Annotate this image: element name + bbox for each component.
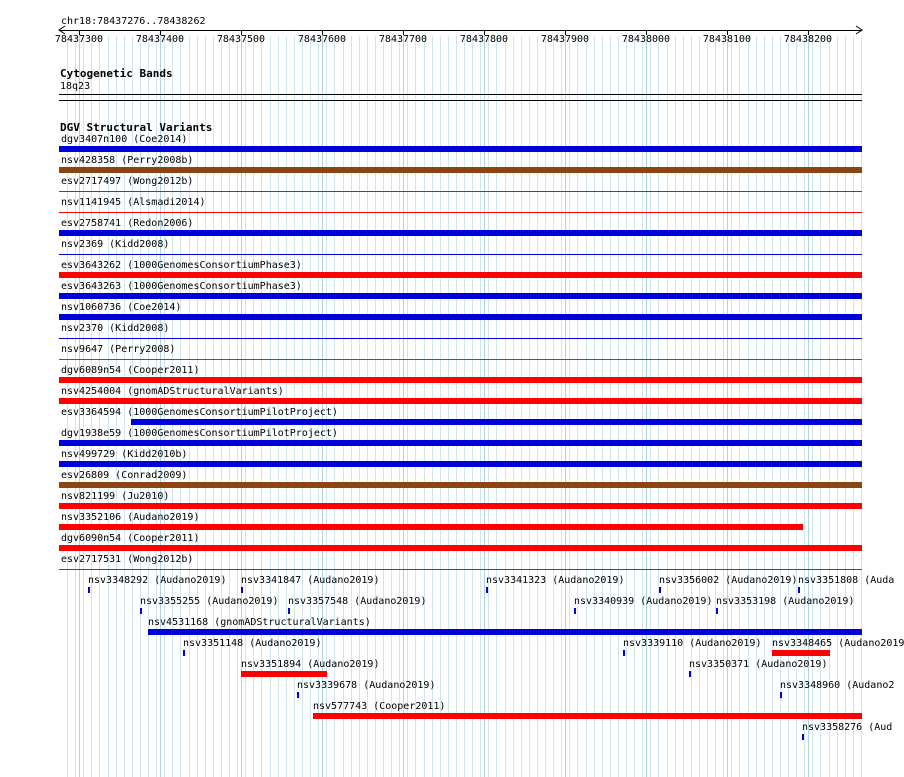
variant-bar[interactable] — [59, 569, 862, 570]
variant-label[interactable]: nsv499729 (Kidd2010b) — [61, 449, 188, 460]
feature-label[interactable]: nsv3340939 (Audano2019) — [574, 596, 713, 607]
variant-bar[interactable] — [59, 503, 862, 509]
feature-bar[interactable] — [716, 608, 718, 614]
variant-bar[interactable] — [59, 524, 803, 530]
variant-label[interactable]: esv3364594 (1000GenomesConsortiumPilotProject) — [61, 407, 338, 418]
ruler-tick-label: 78437600 — [297, 34, 347, 45]
variant-label[interactable]: dgv6090n54 (Cooper2011) — [61, 533, 200, 544]
feature-bar[interactable] — [313, 713, 862, 719]
ruler-tick-label: 78437400 — [135, 34, 185, 45]
variant-bar[interactable] — [59, 482, 862, 488]
ruler-tick-label: 78438100 — [702, 34, 752, 45]
feature-bar[interactable] — [623, 650, 625, 656]
feature-label[interactable]: nsv3358276 (Aud — [802, 722, 893, 733]
ruler-tick-label: 78437300 — [54, 34, 104, 45]
feature-bar[interactable] — [297, 692, 299, 698]
variant-label[interactable]: dgv3407n100 (Coe2014) — [61, 134, 188, 145]
feature-label[interactable]: nsv577743 (Cooper2011) — [313, 701, 446, 712]
variant-bar[interactable] — [59, 440, 862, 446]
feature-label[interactable]: nsv3351894 (Audano2019) — [241, 659, 380, 670]
variant-bar[interactable] — [59, 167, 862, 173]
feature-bar[interactable] — [486, 587, 488, 593]
variant-label[interactable]: nsv821199 (Ju2010) — [61, 491, 170, 502]
feature-bar[interactable] — [241, 671, 327, 677]
feature-bar[interactable] — [183, 650, 185, 656]
variant-label[interactable]: dgv1938e59 (1000GenomesConsortiumPilotProject) — [61, 428, 338, 439]
feature-label[interactable]: nsv3351148 (Audano2019) — [183, 638, 322, 649]
feature-label[interactable]: nsv3341323 (Audano2019) — [486, 575, 625, 586]
feature-bar[interactable] — [772, 650, 830, 656]
variant-label[interactable]: esv2717497 (Wong2012b) — [61, 176, 194, 187]
variant-bar[interactable] — [59, 212, 862, 213]
variant-label[interactable]: nsv2370 (Kidd2008) — [61, 323, 170, 334]
feature-label[interactable]: nsv3357548 (Audano2019) — [288, 596, 427, 607]
feature-bar[interactable] — [140, 608, 142, 614]
variant-bar[interactable] — [131, 419, 862, 425]
variant-bar[interactable] — [59, 545, 862, 551]
variant-bar[interactable] — [59, 359, 862, 360]
location-label: chr18:78437276..78438262 — [61, 16, 206, 27]
feature-bar[interactable] — [780, 692, 782, 698]
variant-label[interactable]: nsv3352106 (Audano2019) — [61, 512, 200, 523]
variant-label[interactable]: esv3643263 (1000GenomesConsortiumPhase3) — [61, 281, 302, 292]
feature-label[interactable]: nsv3348960 (Audano2 — [780, 680, 895, 691]
variant-bar[interactable] — [59, 398, 862, 404]
feature-label[interactable]: nsv4531168 (gnomADStructuralVariants) — [148, 617, 371, 628]
feature-label[interactable]: nsv3353198 (Audano2019) — [716, 596, 855, 607]
cytoband-title: Cytogenetic Bands — [60, 67, 173, 80]
variant-bar[interactable] — [59, 254, 862, 255]
ruler-tick-label: 78437800 — [459, 34, 509, 45]
cytoband-label: 18q23 — [60, 81, 91, 92]
variant-label[interactable]: esv26809 (Conrad2009) — [61, 470, 188, 481]
feature-bar[interactable] — [288, 608, 290, 614]
feature-label[interactable]: nsv3341847 (Audano2019) — [241, 575, 380, 586]
track-divider — [59, 100, 862, 101]
feature-label[interactable]: nsv3355255 (Audano2019) — [140, 596, 279, 607]
variant-bar[interactable] — [59, 230, 862, 236]
variant-label[interactable]: nsv1141945 (Alsmadi2014) — [61, 197, 206, 208]
variant-label[interactable]: esv3643262 (1000GenomesConsortiumPhase3) — [61, 260, 302, 271]
feature-label[interactable]: nsv3339110 (Audano2019) — [623, 638, 762, 649]
feature-label[interactable]: nsv3351808 (Auda — [798, 575, 895, 586]
variant-bar[interactable] — [59, 146, 862, 152]
variant-label[interactable]: nsv2369 (Kidd2008) — [61, 239, 170, 250]
variant-label[interactable]: esv2758741 (Redon2006) — [61, 218, 194, 229]
feature-bar[interactable] — [574, 608, 576, 614]
dgv-title: DGV Structural Variants — [60, 121, 213, 134]
variant-label[interactable]: nsv1060736 (Coe2014) — [61, 302, 182, 313]
feature-bar[interactable] — [802, 734, 804, 740]
variant-bar[interactable] — [59, 338, 862, 339]
feature-bar[interactable] — [148, 629, 862, 635]
variant-label[interactable]: esv2717531 (Wong2012b) — [61, 554, 194, 565]
variant-bar[interactable] — [59, 293, 862, 299]
variant-label[interactable]: nsv428358 (Perry2008b) — [61, 155, 194, 166]
variant-label[interactable]: nsv9647 (Perry2008) — [61, 344, 176, 355]
feature-label[interactable]: nsv3339678 (Audano2019) — [297, 680, 436, 691]
cytoband-bar[interactable] — [59, 94, 862, 95]
feature-label[interactable]: nsv3348292 (Audano2019) — [88, 575, 227, 586]
feature-label[interactable]: nsv3350371 (Audano2019) — [689, 659, 828, 670]
feature-label[interactable]: nsv3356002 (Audano2019) — [659, 575, 798, 586]
ruler-tick-label: 78438000 — [621, 34, 671, 45]
variant-bar[interactable] — [59, 377, 862, 383]
ruler-tick-label: 78438200 — [783, 34, 833, 45]
feature-bar[interactable] — [241, 587, 243, 593]
variant-bar[interactable] — [59, 314, 862, 320]
ruler-tick-label: 78437700 — [378, 34, 428, 45]
feature-label[interactable]: nsv3348465 (Audano2019 — [772, 638, 904, 649]
variant-bar[interactable] — [59, 272, 862, 278]
variant-label[interactable]: dgv6089n54 (Cooper2011) — [61, 365, 200, 376]
feature-bar[interactable] — [689, 671, 691, 677]
ruler-ends — [0, 23, 890, 39]
ruler-tick-label: 78437900 — [540, 34, 590, 45]
variant-bar[interactable] — [59, 461, 862, 467]
feature-bar[interactable] — [659, 587, 661, 593]
feature-bar[interactable] — [798, 587, 800, 593]
feature-bar[interactable] — [88, 587, 90, 593]
variant-bar[interactable] — [59, 191, 862, 192]
variant-label[interactable]: nsv4254004 (gnomADStructuralVariants) — [61, 386, 284, 397]
ruler-tick-label: 78437500 — [216, 34, 266, 45]
